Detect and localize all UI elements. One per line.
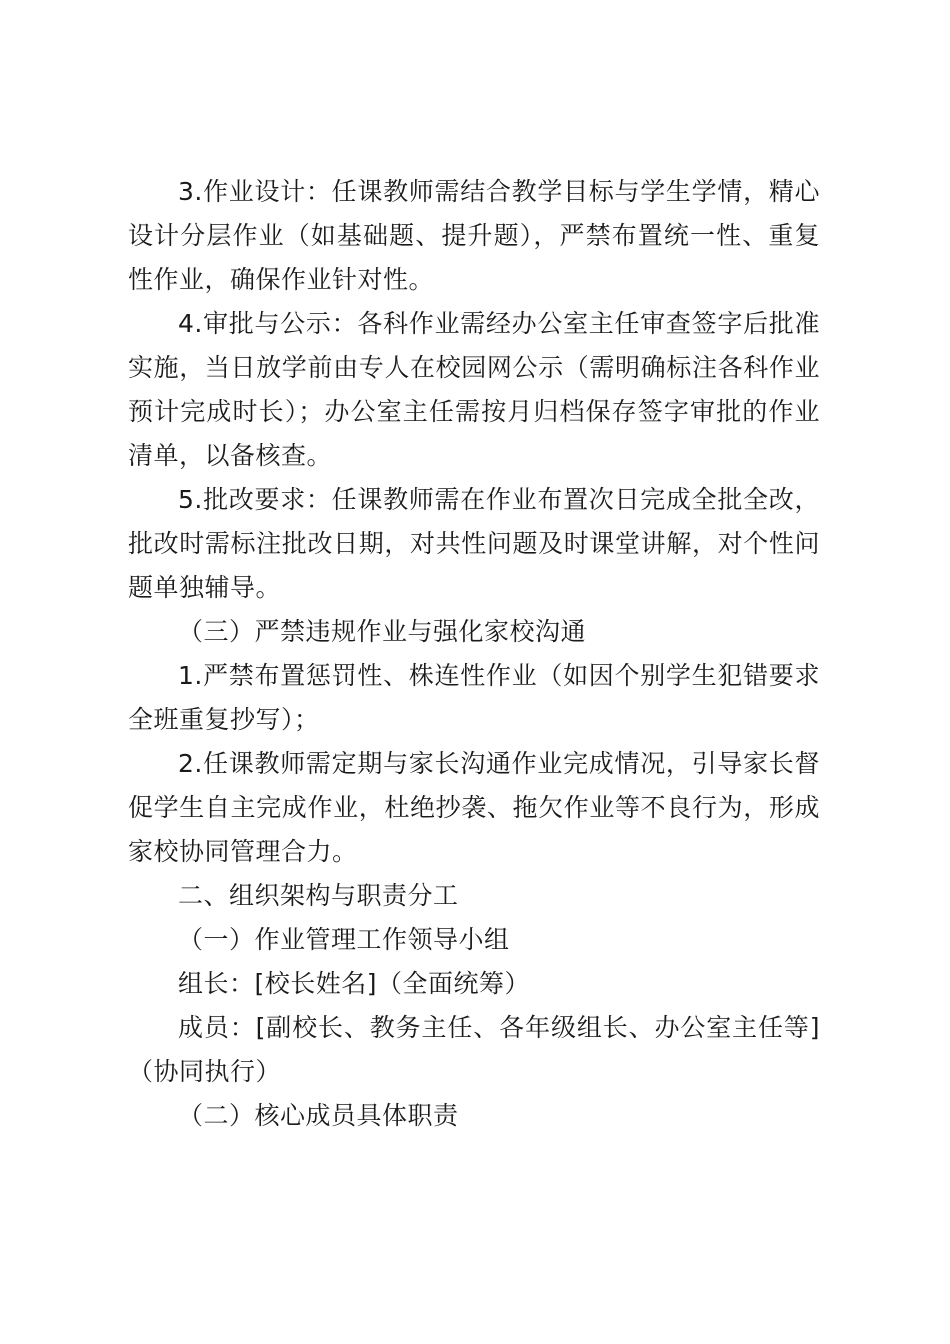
- paragraph-prohibit-punitive: 1.严禁布置惩罚性、株连性作业（如因个别学生犯错要求全班重复抄写）；: [128, 661, 820, 734]
- document-body: [128, 170, 820, 1138]
- subsection-heading-leadership-group: （一）作业管理工作领导小组: [178, 925, 510, 954]
- subsection-heading-core-duties: （二）核心成员具体职责: [178, 1101, 459, 1130]
- section-heading-3: （三）严禁违规作业与强化家校沟通: [178, 617, 587, 646]
- paragraph-approval-publicity: 4.审批与公示：各科作业需经办公室主任审查签字后批准实施，当日放学前由专人在校园网公示（需明确标注各科作业预计完成时长）；办公室主任需按月归档保存签字审批的作业清单，以备核查。: [128, 309, 820, 470]
- paragraph-group-members: 成员：[副校长、教务主任、各年级组长、办公室主任等]（协同执行）: [128, 1013, 820, 1086]
- paragraph-home-school-communication: 2.任课教师需定期与家长沟通作业完成情况，引导家长督促学生自主完成作业，杜绝抄袭、拖欠作业等不良行为，形成家校协同管理合力。: [128, 749, 820, 866]
- paragraph-homework-design: 3.作业设计：任课教师需结合教学目标与学生学情，精心设计分层作业（如基础题、提升题），严禁布置统一性、重复性作业，确保作业针对性。: [128, 177, 820, 294]
- section-heading-organization: 二、组织架构与职责分工: [178, 881, 459, 910]
- paragraph-group-leader: 组长：[校长姓名]（全面统筹）: [178, 969, 531, 998]
- paragraph-grading-requirements: 5.批改要求：任课教师需在作业布置次日完成全批全改，批改时需标注批改日期，对共性问题及时课堂讲解，对个性问题单独辅导。: [128, 485, 820, 602]
